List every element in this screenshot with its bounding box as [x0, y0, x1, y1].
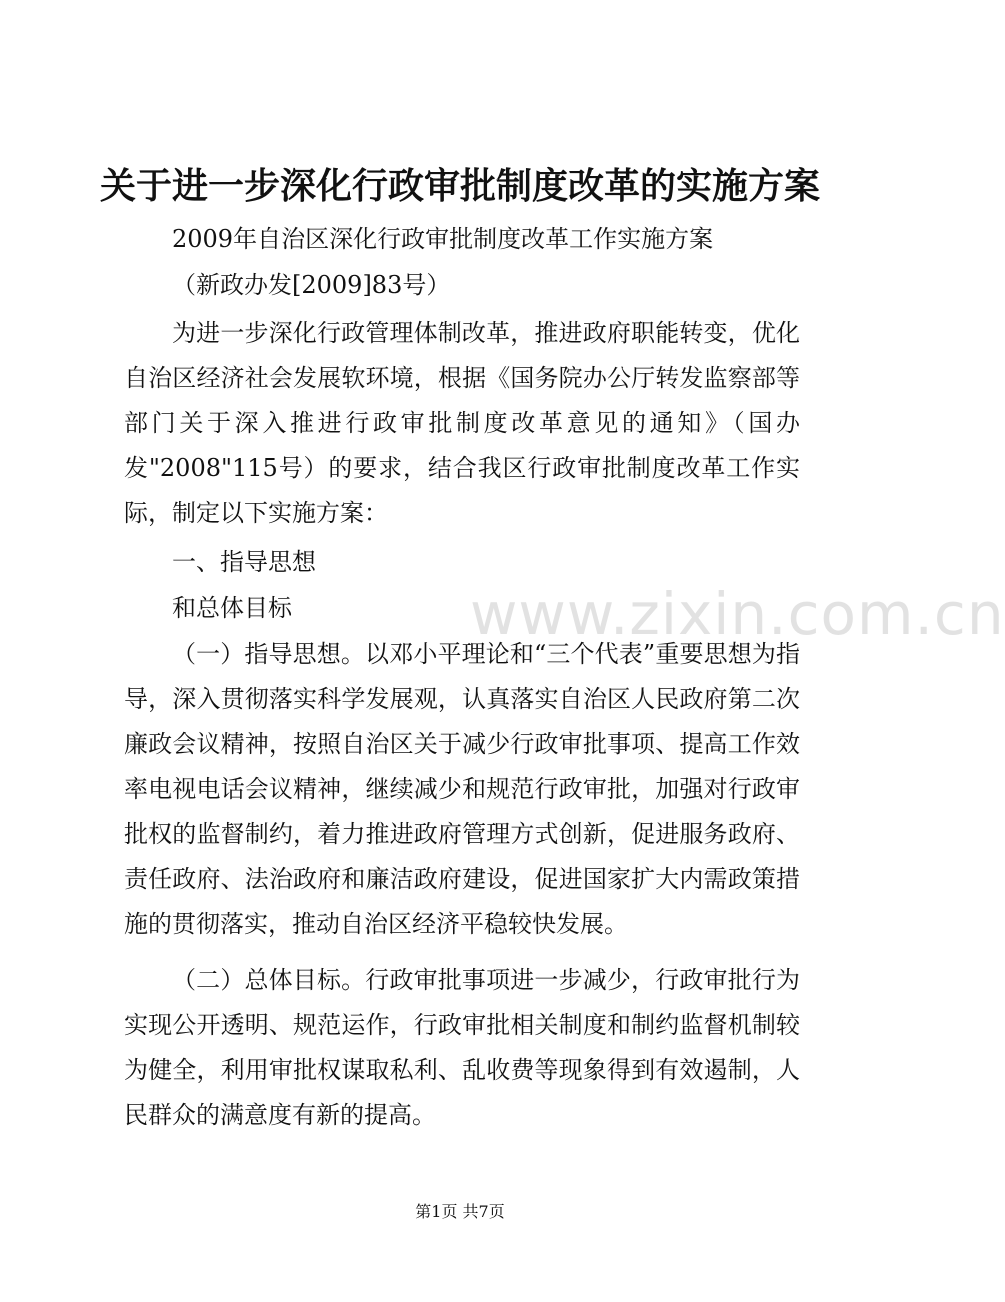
intro-paragraph: 为进一步深化行政管理体制改革，推进政府职能转变，优化自治区经济社会发展软环境，根据《国务院办公厅转发监察部等部门关于深入推进行政审批制度改革意见的通知》（国办发"2008"115号）的要求，结合我区行政审批制度改革工作实际，制定以下实施方案：	[124, 319, 800, 527]
document-number: （新政办发[2009]83号）	[172, 271, 451, 299]
page-footer: 第1页 共7页	[415, 1202, 505, 1221]
overall-goal-paragraph: （二）总体目标。行政审批事项进一步减少，行政审批行为实现公开透明、规范运作，行政审批相关制度和制约监督机制较为健全，利用审批权谋取私利、乱收费等现象得到有效遏制，人民群众的满意度有新的提高。	[124, 966, 800, 1129]
watermark: www.zixin.com.cn	[470, 580, 1005, 648]
section-heading-continued: 和总体目标	[172, 594, 292, 622]
document-title: 关于进一步深化行政审批制度改革的实施方案	[99, 165, 820, 207]
guiding-thought-paragraph: （一）指导思想。以邓小平理论和“三个代表”重要思想为指导，深入贯彻落实科学发展观，认真落实自治区人民政府第二次廉政会议精神，按照自治区关于减少行政审批事项、提高工作效率电视电话会议精神，继续减少和规范行政审批，加强对行政审批权的监督制约，着力推进政府管理方式创新，促进服务政府、责任政府、法治政府和廉洁政府建设，促进国家扩大内需政策措施的贯彻落实，推动自治区经济平稳较快发展。	[124, 640, 800, 938]
document-subtitle: 2009年自治区深化行政审批制度改革工作实施方案	[172, 225, 714, 253]
section-heading: 一、指导思想	[172, 548, 316, 576]
